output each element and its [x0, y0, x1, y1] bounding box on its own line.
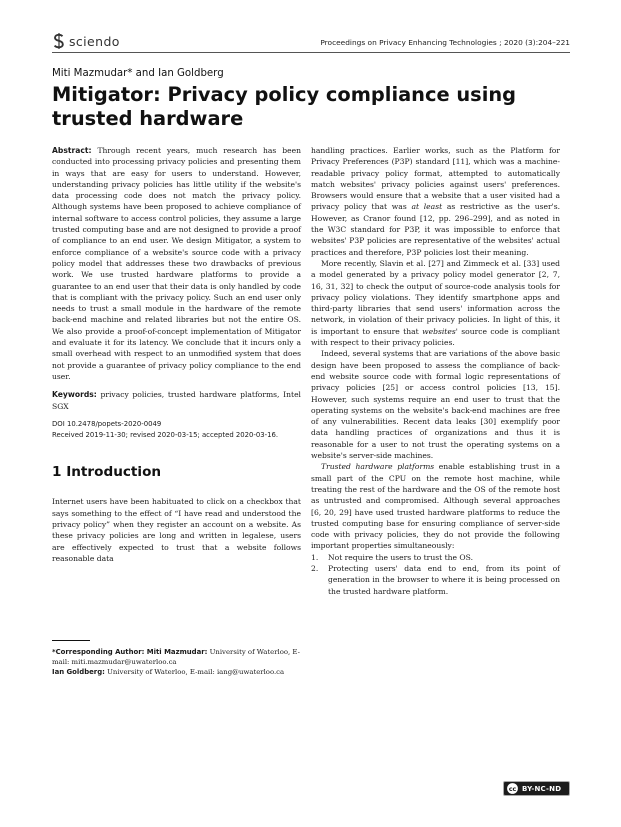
- right-column: [311, 145, 560, 597]
- publisher-logo: [52, 33, 120, 49]
- left-column: [52, 145, 301, 564]
- keywords-label: Keywords:: [52, 390, 97, 400]
- submission-dates: Received 2019-11-30; revised 2020-03-15; accepted 2020-03-16.: [52, 430, 279, 439]
- list-item: 1. Not require the users to trust the OS.: [311, 552, 473, 562]
- corresponding-author-note: *Corresponding Author: Miti Mazmudar: University of Waterloo, E-mail: miti.mazmudar@uwaterloo.ca: [52, 648, 300, 666]
- creative-commons-icon: [506, 782, 519, 795]
- list-item: 2. Protecting users' data end to end, from its point of generation in the browser to where it is being processed on the trusted hardware platform.: [311, 563, 560, 596]
- cc-license-badge[interactable]: [503, 781, 570, 796]
- doi: DOI 10.2478/popets-2020-0049: [52, 419, 162, 428]
- intro-paragraph: Internet users have been habituated to click on a checkbox that says something to the effect of “I have read and understood the privacy policy” when they register an account on a website. As these privacy policies are long and written in legalese, users are effectively expected to trust that a website follows reasonable data: [52, 497, 301, 563]
- footnote-rule: [52, 640, 90, 641]
- keywords-text: privacy policies, trusted hardware platforms, Intel SGX: [52, 390, 301, 411]
- section-heading-introduction: 1 Introduction: [52, 464, 162, 481]
- coauthor-note: Ian Goldberg: University of Waterloo, E-mail: iang@uwaterloo.ca: [52, 668, 285, 676]
- abstract: [52, 145, 301, 382]
- abstract-label: Abstract:: [52, 146, 92, 155]
- license-text: BY-NC-ND: [522, 784, 562, 793]
- body-paragraph: Indeed, several systems that are variations of the above basic design have been proposed to assess the compliance of back-end website source code with formal logic representations of privacy policies [25] or access control policies [13, 15]. However, such systems require an end user to trust that the operating systems on the website's back-end machines are free of any vulnerabilities. Recent data leaks [30] exemplify poor data handling practices of organizations and thus it is reasonable for a user to not trust the operating systems on a website's server-side machines.: [311, 349, 560, 461]
- page-header: [52, 30, 570, 53]
- body-paragraph: handling practices. Earlier works, such as the Platform for Privacy Preferences (P3P) standard [11], which was a machine-readable privacy policy format, attempted to automatically match websites' privacy policies against users' preferences. Browsers would ensure that a website that a user visited had a privacy policy that was at least as restrictive as the user's. However, as Cranor found [12, pp. 296–299], and as noted in the W3C standard for P3P, it was impossible to enforce that websites' P3P policies are representative of the websites' actual practices and therefore, P3P policies lost their meaning.: [311, 146, 561, 257]
- property-list: [311, 552, 560, 597]
- article-meta: [52, 419, 301, 441]
- author-footnote: [52, 640, 301, 677]
- keywords: [52, 389, 301, 412]
- svg-text:cc: cc: [508, 785, 517, 793]
- journal-citation: Proceedings on Privacy Enhancing Technologies ; 2020 (3):204–221: [320, 38, 570, 47]
- paper-title: Mitigator: Privacy policy compliance using trusted hardware: [52, 83, 517, 130]
- sciendo-logo-icon: [52, 33, 66, 49]
- body-paragraph: Trusted hardware platforms enable establishing trust in a small part of the CPU on the remote host machine, while treating the rest of the hardware and the OS of the remote host as untrusted and compromised. Although several approaches [6, 20, 29] have used trusted hardware platforms to reduce the trusted computing base for ensuring compliance of server-side code with privacy policies, they do not provide the following important properties simultaneously:: [311, 462, 560, 551]
- abstract-text: Through recent years, much research has been conducted into processing privacy policies and presenting them in ways that are easy for users to understand. However, understanding privacy policies has little utility if the website's data processing code does not match the privacy policy. Although systems have been proposed to achieve compliance of internal software to access control policies, they assume a large trusted computing base and are not designed to provide a proof of compliance to an end user. We design Mitigator, a system to enforce compliance of a website's source code with a privacy policy model that addresses these two drawbacks of previous work. We use trusted hardware platforms to provide a guarantee to an end user that their data is only handled by code that is compliant with the privacy policy. Such an end user only needs to trust a small module in the hardware of the remote back-end machine and related libraries but not the entire OS. We also provide a proof-of-concept implementation of Mitigator and evaluate it for its latency. We conclude that it incurs only a small overhead with respect to an unmodified system that does not provide a guarantee of privacy policy compliance to the end user.: [52, 146, 301, 381]
- logo-text: sciendo: [69, 33, 120, 49]
- body-paragraph: More recently, Slavin et al. [27] and Zimmeck et al. [33] used a model generated by a privacy policy model generator [2, 7, 16, 31, 32] to check the output of source-code analysis tools for privacy policy violations. They identify smartphone apps and third-party libraries that send users' information across the network, in violation of their privacy policies. In light of this, it is important to ensure that websites' source code is compliant with respect to their privacy policies.: [311, 258, 560, 348]
- author-list: Miti Mazmudar* and Ian Goldberg: [52, 68, 224, 79]
